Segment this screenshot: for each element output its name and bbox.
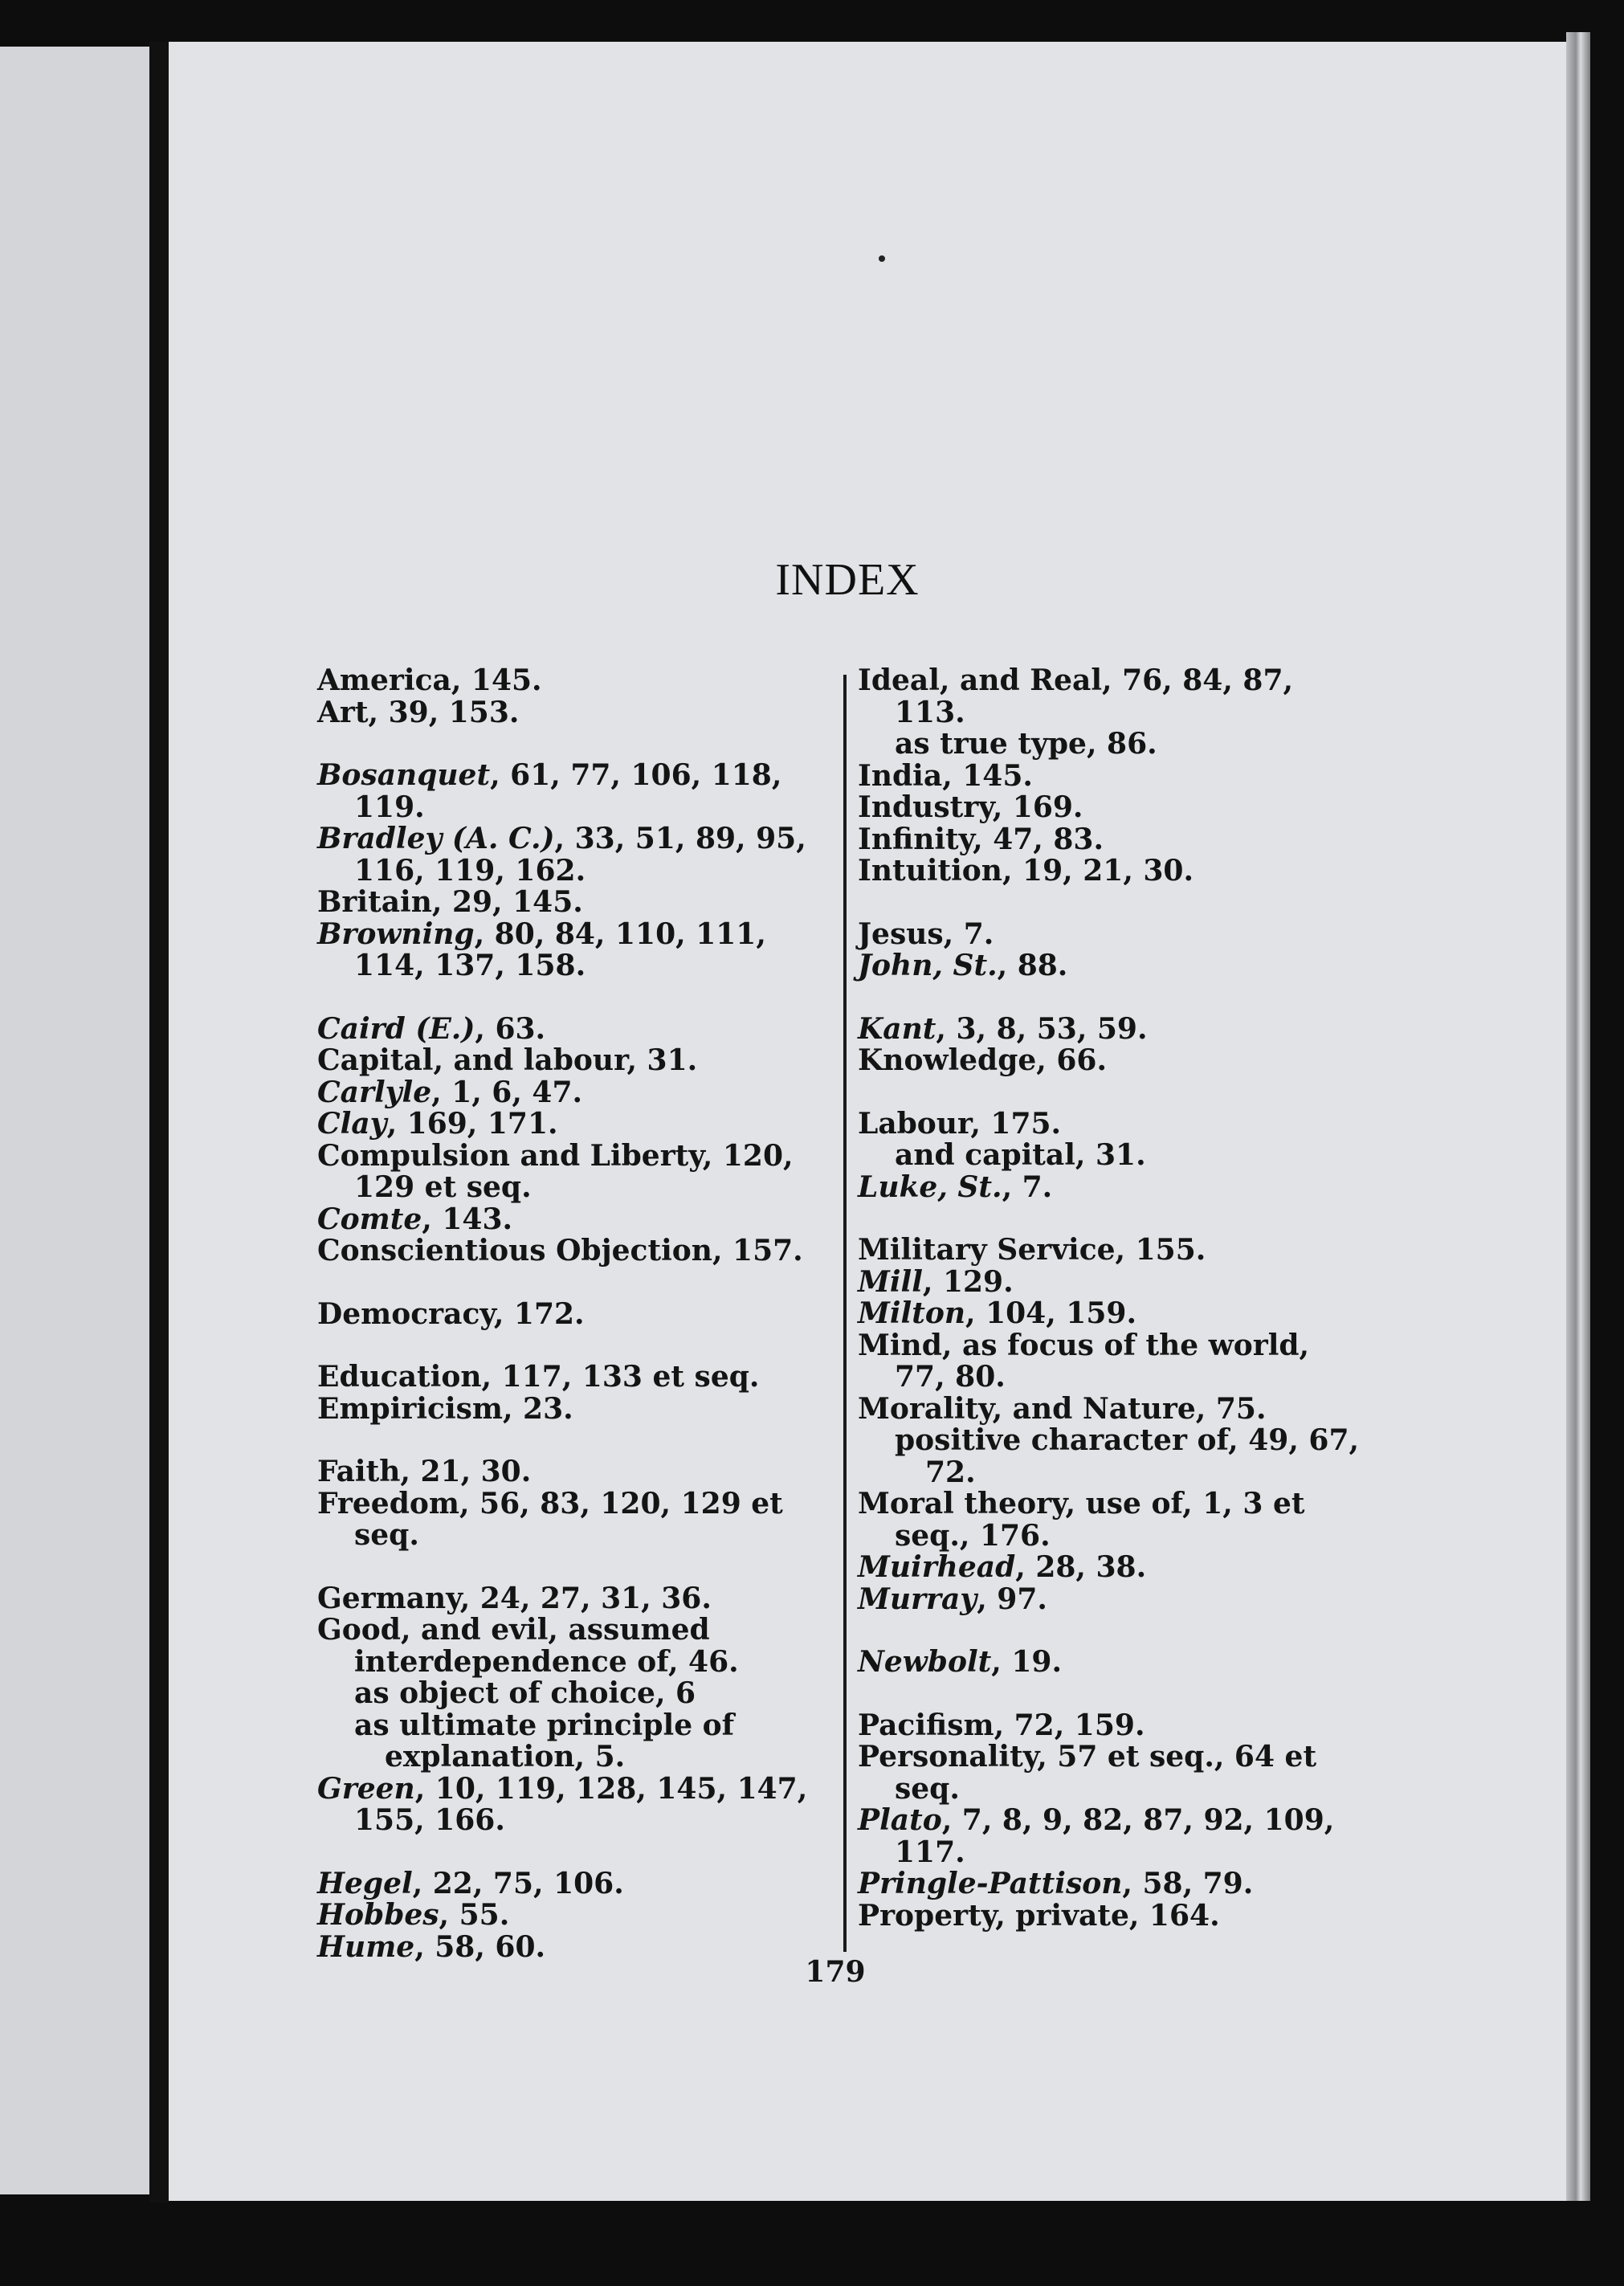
entry-pages: , 169. [992, 790, 1083, 824]
index-entry [858, 758, 1364, 793]
entry-pages: , 56, 83, 120, 129 et seq. [354, 1486, 783, 1552]
index-entry [858, 824, 1364, 856]
index-entry [317, 1614, 831, 1678]
index-entry [317, 760, 831, 823]
entry-name: Personality [858, 1740, 1038, 1774]
entry-pages: as true type, 86. [895, 727, 1157, 761]
index-entry [858, 1172, 1364, 1204]
index-entry [317, 1011, 831, 1046]
entry-name: Hobbes [317, 1898, 439, 1932]
entry-pages: , and labour, 31. [433, 1043, 698, 1077]
index-entry [317, 1456, 831, 1488]
entry-name: Bosanquet [317, 758, 491, 792]
page-speck [879, 255, 885, 262]
index-entry [858, 1391, 1364, 1426]
entry-pages: , and Nature, 75. [992, 1391, 1267, 1426]
index-entry [317, 697, 831, 729]
index-entry [317, 916, 831, 982]
facing-page [0, 47, 159, 2194]
index-entry [317, 1391, 831, 1426]
entry-pages: , 66. [1036, 1043, 1107, 1077]
entry-name: Morality [858, 1391, 993, 1426]
index-entry [858, 1045, 1364, 1077]
entry-pages: , 88. [997, 949, 1068, 982]
entry-gap [317, 1552, 831, 1583]
entry-name: Britain [317, 885, 432, 919]
index-subentry [317, 1678, 831, 1710]
entry-pages: , private, 164. [995, 1898, 1220, 1933]
entry-pages: , 97. [977, 1582, 1047, 1616]
entry-name: Browning [317, 916, 475, 951]
index-entry [317, 887, 831, 919]
entry-pages: , 1, 6, 47. [431, 1075, 583, 1109]
entry-name: Labour [858, 1106, 971, 1141]
index-subentry [317, 1710, 831, 1774]
entry-pages: , 21, 30. [400, 1455, 532, 1488]
entry-name: Pacifism [858, 1708, 994, 1742]
entry-pages: , 145. [942, 758, 1033, 793]
entry-name: Art [317, 695, 369, 729]
page-title: INDEX [775, 555, 920, 605]
entry-gap [858, 1615, 1364, 1647]
entry-name: Murray [858, 1582, 977, 1616]
index-entry [858, 1235, 1364, 1267]
entry-pages: , 143. [422, 1202, 513, 1236]
index-entry [317, 1108, 831, 1141]
entry-gap [317, 729, 831, 760]
entry-gap [317, 1268, 831, 1299]
entry-pages: , 58, 60. [414, 1929, 546, 1964]
index-entry [858, 1900, 1364, 1933]
entry-name: Moral theory [858, 1487, 1066, 1521]
entry-name: Compulsion [317, 1138, 510, 1173]
entry-name: Luke, St. [858, 1170, 1002, 1204]
index-entry [858, 792, 1364, 824]
index-entry [858, 1011, 1364, 1046]
entry-name: Clay [317, 1107, 387, 1141]
index-entry [858, 1647, 1364, 1679]
entry-pages: , 24, 27, 31, 36. [459, 1581, 712, 1615]
index-entry [317, 823, 831, 887]
entry-name: Industry [858, 790, 993, 824]
entry-name: Education [317, 1360, 482, 1394]
entry-name: Property [858, 1898, 996, 1933]
index-entry [317, 1204, 831, 1236]
index-entry [858, 1552, 1364, 1584]
entry-pages: , 129. [922, 1264, 1014, 1299]
entry-gap [858, 1203, 1364, 1235]
entry-pages: , 55. [439, 1898, 510, 1932]
index-entry [317, 1900, 831, 1932]
entry-pages: and capital, 31. [895, 1138, 1146, 1172]
index-entry [858, 1805, 1364, 1868]
index-subentry [858, 1140, 1364, 1172]
entry-pages: , 61, 77, 106, 118, 119. [354, 758, 782, 824]
entry-pages: , 155. [1115, 1233, 1206, 1267]
entry-pages: , 3, 8, 53, 59. [936, 1011, 1148, 1046]
entry-pages: , 19, 21, 30. [1002, 854, 1194, 888]
entry-gap [858, 1077, 1364, 1108]
entry-pages: positive character of, 49, 67, 72. [895, 1423, 1360, 1489]
index-entry [858, 665, 1364, 729]
index-entry [317, 1077, 831, 1109]
entry-name: Ideal [858, 663, 940, 697]
entry-pages: , 28, 38. [1015, 1550, 1147, 1584]
binding-gutter [149, 42, 169, 2202]
index-entry [317, 1045, 831, 1077]
index-entry [858, 1264, 1364, 1299]
entry-gap [858, 982, 1364, 1014]
entry-name: Mill [858, 1264, 923, 1299]
entry-name: Mind [858, 1328, 942, 1362]
entry-pages: , 63. [475, 1011, 546, 1046]
entry-pages: as ultimate principle of explanation, 5. [354, 1708, 735, 1774]
page-number: 179 [805, 1955, 866, 1989]
entry-pages: , 19. [991, 1645, 1062, 1679]
entry-pages: , 145. [451, 663, 542, 697]
entry-name: India [858, 758, 943, 793]
entry-pages: , 7. [1002, 1170, 1053, 1204]
entry-name: Germany [317, 1581, 460, 1615]
entry-name: Faith [317, 1455, 401, 1488]
entry-name: Democracy [317, 1296, 494, 1331]
entry-pages: , 117, 133 et seq. [481, 1360, 760, 1394]
entry-name: Kant [858, 1011, 936, 1046]
index-entry [858, 950, 1364, 982]
entry-pages: , use of, 1, 3 et seq., 176. [895, 1487, 1305, 1553]
index-entry [317, 1361, 831, 1394]
entry-pages: , 175. [970, 1106, 1062, 1141]
entry-name: Good [317, 1613, 401, 1647]
index-entry [858, 855, 1364, 888]
index-entry [317, 1296, 831, 1331]
entry-name: Caird (E.) [317, 1011, 475, 1046]
entry-name: Plato [858, 1803, 942, 1837]
entry-name: Conscientious Objection [317, 1234, 712, 1268]
entry-pages: , 58, 79. [1122, 1867, 1254, 1900]
entry-pages: , 10, 119, 128, 145, 147, 155, 166. [354, 1771, 808, 1837]
index-subentry [858, 1425, 1364, 1488]
entry-pages: , 7, 8, 9, 82, 87, 92, 109, 117. [895, 1803, 1335, 1869]
index-entry [858, 1488, 1364, 1552]
entry-name: Military Service [858, 1233, 1116, 1267]
index-entry [858, 1710, 1364, 1742]
entry-name: John, St. [858, 949, 998, 982]
index-entry [858, 1584, 1364, 1616]
entry-pages: , 39, 153. [368, 695, 520, 729]
index-entry [858, 1741, 1364, 1805]
entry-pages: , 22, 75, 106. [412, 1866, 624, 1900]
index-column-left [317, 665, 831, 1963]
entry-name: Freedom [317, 1486, 459, 1521]
entry-name: Pringle-Pattison [858, 1867, 1123, 1900]
entry-pages: , 169, 171. [386, 1107, 558, 1141]
index-entry [858, 1330, 1364, 1394]
entry-name: Jesus [858, 916, 944, 951]
entry-gap [858, 1679, 1364, 1710]
entry-name: Carlyle [317, 1075, 432, 1109]
entry-name: Capital [317, 1043, 434, 1077]
entry-name: Infinity [858, 822, 973, 856]
entry-gap [317, 1330, 831, 1361]
entry-pages: , 72, 159. [994, 1708, 1145, 1742]
index-subentry [858, 729, 1364, 761]
entry-pages: , 157. [712, 1234, 803, 1268]
entry-name: Empiricism [317, 1391, 503, 1426]
entry-pages: , 47, 83. [973, 822, 1104, 856]
entry-pages: , 7. [943, 916, 994, 951]
entry-pages: , as focus of the world, 77, 80. [895, 1328, 1310, 1394]
entry-gap [317, 1425, 831, 1456]
page-edge [1566, 32, 1590, 2201]
entry-gap [317, 1837, 831, 1868]
entry-pages: , 57 et seq., 64 et seq. [895, 1740, 1317, 1806]
index-column-right [858, 665, 1364, 1932]
entry-name: Bradley (A. C.) [317, 822, 555, 855]
index-entry [317, 1488, 831, 1552]
index-entry [858, 1108, 1364, 1141]
entry-name: Intuition [858, 854, 1002, 888]
entry-name: Newbolt [858, 1645, 992, 1679]
index-entry [858, 1298, 1364, 1330]
entry-pages: , 23. [502, 1391, 573, 1426]
entry-name: Hegel [317, 1866, 413, 1900]
entry-name: Milton [858, 1296, 966, 1330]
entry-name: America [317, 663, 451, 697]
entry-pages: and Liberty, 120, 129 et seq. [354, 1138, 794, 1204]
entry-pages: as object of choice, 6 [354, 1676, 696, 1710]
entry-pages: , and evil, assumed interdependence of, 46. [354, 1613, 739, 1679]
index-entry [317, 1868, 831, 1900]
index-entry [317, 1771, 831, 1837]
column-rule [843, 675, 847, 1952]
entry-name: Comte [317, 1202, 422, 1236]
index-entry [317, 1138, 831, 1204]
entry-pages: , 80, 84, 110, 111, 114, 137, 158. [354, 916, 766, 982]
entry-name: Muirhead [858, 1550, 1016, 1584]
entry-name: Hume [317, 1929, 415, 1964]
entry-pages: , 104, 159. [965, 1296, 1136, 1330]
index-entry [858, 1868, 1364, 1900]
entry-pages: , 33, 51, 89, 95, 116, 119, 162. [354, 822, 806, 888]
index-entry [317, 1235, 831, 1268]
entry-gap [317, 982, 831, 1014]
index-entry [317, 1583, 831, 1615]
entry-gap [858, 888, 1364, 919]
entry-pages: , 172. [493, 1296, 585, 1331]
entry-name: Knowledge [858, 1043, 1037, 1077]
index-entry [858, 916, 1364, 951]
entry-name: Green [317, 1771, 415, 1806]
entry-pages: , and Real, 76, 84, 87, 113. [895, 663, 1294, 729]
entry-pages: , 29, 145. [431, 885, 583, 919]
index-entry [317, 665, 831, 697]
